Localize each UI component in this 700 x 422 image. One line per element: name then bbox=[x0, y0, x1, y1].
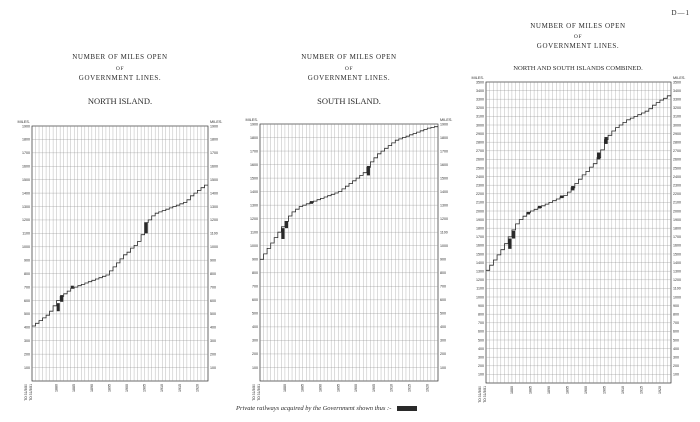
y-tick-label-left: 3500 bbox=[476, 80, 484, 85]
x-tick-label: 1895 bbox=[107, 384, 112, 392]
y-tick-label-right: 1800 bbox=[673, 226, 681, 231]
unit-label-left: MILES. bbox=[17, 120, 30, 124]
y-tick-label-right: 2700 bbox=[673, 149, 681, 154]
x-tick-label: 1900 bbox=[583, 386, 588, 394]
y-tick-label-left: 2100 bbox=[476, 200, 484, 205]
y-tick-label-right: 800 bbox=[673, 312, 679, 317]
x-tick-label: 1920 bbox=[195, 384, 200, 392]
y-tick-label-right: 3200 bbox=[673, 106, 681, 111]
y-tick-label-left: 1600 bbox=[250, 162, 258, 167]
x-tick-label: 1885 bbox=[72, 384, 77, 392]
y-tick-label-left: 3100 bbox=[476, 114, 484, 119]
y-tick-label-right: 800 bbox=[210, 271, 216, 276]
y-tick-label-left: 100 bbox=[478, 372, 484, 377]
y-tick-label-right: 1400 bbox=[210, 191, 218, 196]
x-end-label: TO 31/3/81 bbox=[483, 386, 487, 403]
y-tick-label-right: 2400 bbox=[673, 174, 681, 179]
y-tick-label-left: 1800 bbox=[250, 135, 258, 140]
y-tick-label-right: 1600 bbox=[440, 162, 448, 167]
y-tick-label-left: 1000 bbox=[22, 245, 30, 250]
legend-text: Private railways acquired by the Government shown thus :- bbox=[236, 405, 392, 412]
legend-swatch bbox=[397, 406, 417, 411]
chart-panel-1 bbox=[18, 53, 223, 401]
x-tick-label: 1905 bbox=[371, 384, 376, 392]
y-tick-label-left: 1800 bbox=[22, 137, 30, 142]
y-tick-label-left: 3300 bbox=[476, 97, 484, 102]
x-tick-label: 1895 bbox=[565, 386, 570, 394]
chart-title-line: NUMBER OF MILES OPEN bbox=[72, 53, 168, 61]
y-tick-label-right: 1100 bbox=[673, 286, 681, 291]
y-tick-label-right: 1000 bbox=[673, 295, 681, 300]
x-tick-label: 1895 bbox=[336, 384, 341, 392]
chart-title-line: GOVERNMENT LINES. bbox=[307, 74, 391, 82]
chart-title-line: OF bbox=[344, 66, 354, 72]
y-tick-label-left: 1000 bbox=[250, 244, 258, 249]
y-tick-label-left: 1400 bbox=[250, 189, 258, 194]
acquisition-marker bbox=[571, 186, 574, 190]
chart-title-line: NUMBER OF MILES OPEN bbox=[301, 53, 397, 61]
y-tick-label-right: 1700 bbox=[440, 149, 448, 154]
chart-subtitle: SOUTH ISLAND. bbox=[317, 96, 381, 106]
y-tick-label-left: 1900 bbox=[250, 122, 258, 127]
y-tick-label-right: 2000 bbox=[673, 209, 681, 214]
y-tick-label-right: 400 bbox=[440, 325, 446, 330]
y-tick-label-right: 300 bbox=[210, 339, 216, 344]
x-tick-label: 1920 bbox=[425, 384, 430, 392]
x-tick-label: 1890 bbox=[546, 386, 551, 394]
y-tick-label-left: 500 bbox=[24, 312, 30, 317]
y-tick-label-right: 500 bbox=[440, 311, 446, 316]
y-tick-label-left: 400 bbox=[478, 346, 484, 351]
y-tick-label-left: 2900 bbox=[476, 131, 484, 136]
y-tick-label-left: 1300 bbox=[22, 204, 30, 209]
y-tick-label-right: 100 bbox=[210, 365, 216, 370]
y-tick-label-right: 500 bbox=[210, 312, 216, 317]
y-tick-label-right: 700 bbox=[210, 285, 216, 290]
x-tick-label: 1910 bbox=[620, 386, 625, 394]
acquisition-marker bbox=[527, 212, 530, 215]
unit-label-right: MILES. bbox=[210, 120, 223, 124]
x-tick-label: 1905 bbox=[602, 386, 607, 394]
y-tick-label-right: 3100 bbox=[673, 114, 681, 119]
y-tick-label-right: 1900 bbox=[210, 124, 218, 129]
y-tick-label-right: 900 bbox=[673, 303, 679, 308]
y-tick-label-left: 400 bbox=[24, 325, 30, 330]
chart-title-line: GOVERNMENT LINES. bbox=[78, 74, 162, 82]
y-tick-label-left: 1200 bbox=[22, 218, 30, 223]
y-tick-label-left: 1700 bbox=[476, 235, 484, 240]
y-tick-label-right: 1400 bbox=[440, 189, 448, 194]
y-tick-label-left: 1900 bbox=[476, 217, 484, 222]
y-tick-label-right: 3300 bbox=[673, 97, 681, 102]
y-tick-label-left: 1100 bbox=[250, 230, 258, 235]
acquisition-marker bbox=[145, 223, 148, 234]
y-tick-label-right: 1900 bbox=[673, 217, 681, 222]
chart-title-line: GOVERNMENT LINES. bbox=[536, 42, 620, 50]
y-tick-label-left: 1200 bbox=[250, 216, 258, 221]
x-tick-label: 1910 bbox=[389, 384, 394, 392]
y-tick-label-right: 700 bbox=[440, 284, 446, 289]
y-tick-label-right: 2800 bbox=[673, 140, 681, 145]
y-tick-label-left: 200 bbox=[252, 352, 258, 357]
y-tick-label-left: 1500 bbox=[250, 176, 258, 181]
y-tick-label-left: 1800 bbox=[476, 226, 484, 231]
y-tick-label-right: 600 bbox=[673, 329, 679, 334]
y-tick-label-left: 300 bbox=[478, 355, 484, 360]
y-tick-label-right: 1800 bbox=[440, 135, 448, 140]
y-tick-label-left: 1000 bbox=[476, 295, 484, 300]
y-tick-label-right: 1200 bbox=[440, 216, 448, 221]
y-tick-label-right: 2500 bbox=[673, 166, 681, 171]
y-tick-label-left: 100 bbox=[24, 365, 30, 370]
y-tick-label-right: 1600 bbox=[673, 243, 681, 248]
y-tick-label-right: 700 bbox=[673, 321, 679, 326]
y-tick-label-right: 300 bbox=[673, 355, 679, 360]
x-end-label: TO 31/3/81 bbox=[257, 384, 261, 401]
x-tick-label: 1880 bbox=[509, 386, 514, 394]
y-tick-label-right: 2200 bbox=[673, 192, 681, 197]
x-tick-label: 1890 bbox=[89, 384, 94, 392]
acquisition-marker bbox=[597, 153, 600, 160]
y-tick-label-left: 3200 bbox=[476, 106, 484, 111]
y-tick-label-right: 1500 bbox=[210, 177, 218, 182]
x-tick-label: 1915 bbox=[177, 384, 182, 392]
y-tick-label-right: 1500 bbox=[673, 252, 681, 257]
acquisition-marker bbox=[538, 206, 541, 209]
y-tick-label-left: 500 bbox=[478, 338, 484, 343]
y-tick-label-left: 900 bbox=[478, 303, 484, 308]
chart-subtitle: NORTH AND SOUTH ISLANDS COMBINED. bbox=[513, 65, 643, 72]
x-tick-label: 1920 bbox=[657, 386, 662, 394]
x-tick-label: 1900 bbox=[125, 384, 130, 392]
y-tick-label-right: 1300 bbox=[673, 269, 681, 274]
y-tick-label-left: 700 bbox=[252, 284, 258, 289]
acquisition-marker bbox=[281, 228, 284, 239]
acquisition-marker bbox=[508, 239, 511, 249]
acquisition-marker bbox=[285, 221, 288, 228]
acquisition-marker bbox=[310, 201, 313, 204]
acquisition-marker bbox=[367, 166, 370, 175]
x-tick-label: 1910 bbox=[160, 384, 165, 392]
acquisition-marker bbox=[71, 286, 74, 289]
y-tick-label-right: 1600 bbox=[210, 164, 218, 169]
y-tick-label-left: 2600 bbox=[476, 157, 484, 162]
y-tick-label-left: 1300 bbox=[250, 203, 258, 208]
y-tick-label-left: 500 bbox=[252, 311, 258, 316]
y-tick-label-right: 200 bbox=[440, 352, 446, 357]
unit-label-right: MILES. bbox=[673, 76, 686, 80]
y-tick-label-right: 800 bbox=[440, 271, 446, 276]
y-tick-label-right: 400 bbox=[210, 325, 216, 330]
y-tick-label-left: 200 bbox=[24, 352, 30, 357]
x-tick-label: 1915 bbox=[407, 384, 412, 392]
y-tick-label-left: 600 bbox=[24, 298, 30, 303]
y-tick-label-right: 200 bbox=[673, 364, 679, 369]
y-tick-label-left: 1600 bbox=[476, 243, 484, 248]
y-tick-label-right: 1800 bbox=[210, 137, 218, 142]
y-tick-label-right: 1900 bbox=[440, 122, 448, 127]
y-tick-label-right: 100 bbox=[440, 365, 446, 370]
x-tick-label: 1900 bbox=[354, 384, 359, 392]
x-tick-label: 1880 bbox=[282, 384, 287, 392]
chart-title-line: OF bbox=[573, 34, 583, 40]
acquisition-marker bbox=[57, 303, 60, 311]
y-tick-label-right: 3000 bbox=[673, 123, 681, 128]
x-tick-label: 1905 bbox=[142, 384, 147, 392]
y-tick-label-left: 2000 bbox=[476, 209, 484, 214]
y-tick-label-left: 2700 bbox=[476, 149, 484, 154]
y-tick-label-left: 300 bbox=[24, 339, 30, 344]
y-tick-label-left: 3400 bbox=[476, 88, 484, 93]
acquisition-marker bbox=[604, 137, 607, 144]
y-tick-label-right: 600 bbox=[440, 298, 446, 303]
y-tick-label-left: 3000 bbox=[476, 123, 484, 128]
y-tick-label-left: 900 bbox=[252, 257, 258, 262]
x-end-label: TO 31/3/80 bbox=[252, 384, 256, 401]
y-tick-label-left: 1700 bbox=[250, 149, 258, 154]
x-tick-label: 1890 bbox=[318, 384, 323, 392]
y-tick-label-left: 1500 bbox=[22, 177, 30, 182]
y-tick-label-left: 2400 bbox=[476, 174, 484, 179]
y-tick-label-right: 2300 bbox=[673, 183, 681, 188]
y-tick-label-right: 1300 bbox=[210, 204, 218, 209]
y-tick-label-right: 900 bbox=[440, 257, 446, 262]
x-tick-label: 1880 bbox=[54, 384, 59, 392]
y-tick-label-right: 3500 bbox=[673, 80, 681, 85]
x-end-label: TO 31/3/81 bbox=[29, 384, 33, 401]
y-tick-label-right: 600 bbox=[210, 298, 216, 303]
y-tick-label-right: 3400 bbox=[673, 88, 681, 93]
y-tick-label-left: 600 bbox=[252, 298, 258, 303]
y-tick-label-left: 800 bbox=[252, 271, 258, 276]
chart-subtitle: NORTH ISLAND. bbox=[87, 96, 153, 106]
y-tick-label-left: 700 bbox=[24, 285, 30, 290]
x-tick-label: 1915 bbox=[639, 386, 644, 394]
y-tick-label-left: 1400 bbox=[476, 260, 484, 265]
y-tick-label-left: 700 bbox=[478, 321, 484, 326]
y-tick-label-left: 200 bbox=[478, 364, 484, 369]
y-tick-label-left: 1200 bbox=[476, 278, 484, 283]
unit-label-left: MILES. bbox=[471, 76, 484, 80]
y-tick-label-left: 2200 bbox=[476, 192, 484, 197]
y-tick-label-left: 300 bbox=[252, 338, 258, 343]
y-tick-label-right: 1500 bbox=[440, 176, 448, 181]
y-tick-label-left: 1100 bbox=[22, 231, 30, 236]
y-tick-label-right: 2600 bbox=[673, 157, 681, 162]
y-tick-label-left: 100 bbox=[252, 365, 258, 370]
unit-label-right: MILES. bbox=[440, 118, 453, 122]
y-tick-label-left: 400 bbox=[252, 325, 258, 330]
y-tick-label-left: 1900 bbox=[22, 124, 30, 129]
y-tick-label-left: 900 bbox=[24, 258, 30, 263]
y-tick-label-right: 1700 bbox=[210, 151, 218, 156]
acquisition-marker bbox=[512, 231, 515, 239]
y-tick-label-right: 1400 bbox=[673, 260, 681, 265]
x-end-label: TO 31/3/80 bbox=[478, 386, 482, 403]
acquisition-marker bbox=[560, 196, 563, 199]
x-tick-label: 1885 bbox=[300, 384, 305, 392]
y-tick-label-left: 600 bbox=[478, 329, 484, 334]
y-tick-label-right: 300 bbox=[440, 338, 446, 343]
legend bbox=[236, 405, 417, 412]
y-tick-label-right: 1700 bbox=[673, 235, 681, 240]
y-tick-label-right: 200 bbox=[210, 352, 216, 357]
x-tick-label: 1885 bbox=[528, 386, 533, 394]
y-tick-label-right: 1100 bbox=[440, 230, 448, 235]
y-tick-label-right: 1200 bbox=[673, 278, 681, 283]
y-tick-label-left: 2300 bbox=[476, 183, 484, 188]
y-tick-label-right: 100 bbox=[673, 372, 679, 377]
y-tick-label-left: 1600 bbox=[22, 164, 30, 169]
y-tick-label-right: 2900 bbox=[673, 131, 681, 136]
y-tick-label-left: 800 bbox=[478, 312, 484, 317]
y-tick-label-right: 2100 bbox=[673, 200, 681, 205]
y-tick-label-right: 1300 bbox=[440, 203, 448, 208]
chart-panel-2 bbox=[246, 53, 453, 401]
acquisition-marker bbox=[60, 295, 63, 302]
y-tick-label-right: 400 bbox=[673, 346, 679, 351]
y-tick-label-right: 1000 bbox=[210, 245, 218, 250]
y-tick-label-right: 1000 bbox=[440, 244, 448, 249]
y-tick-label-left: 2500 bbox=[476, 166, 484, 171]
unit-label-left: MILES. bbox=[245, 118, 258, 122]
y-tick-label-left: 1300 bbox=[476, 269, 484, 274]
y-tick-label-right: 1100 bbox=[210, 231, 218, 236]
y-tick-label-left: 800 bbox=[24, 271, 30, 276]
y-tick-label-left: 1100 bbox=[476, 286, 484, 291]
x-end-label: TO 31/3/80 bbox=[24, 384, 28, 401]
y-tick-label-right: 900 bbox=[210, 258, 216, 263]
y-tick-label-left: 2800 bbox=[476, 140, 484, 145]
chart-panel-3 bbox=[472, 22, 686, 403]
y-tick-label-left: 1700 bbox=[22, 151, 30, 156]
y-tick-label-left: 1400 bbox=[22, 191, 30, 196]
page-reference: D—1 bbox=[671, 9, 690, 17]
y-tick-label-right: 1200 bbox=[210, 218, 218, 223]
y-tick-label-right: 500 bbox=[673, 338, 679, 343]
chart-title-line: OF bbox=[115, 66, 125, 72]
chart-title-line: NUMBER OF MILES OPEN bbox=[530, 22, 626, 30]
y-tick-label-left: 1500 bbox=[476, 252, 484, 257]
